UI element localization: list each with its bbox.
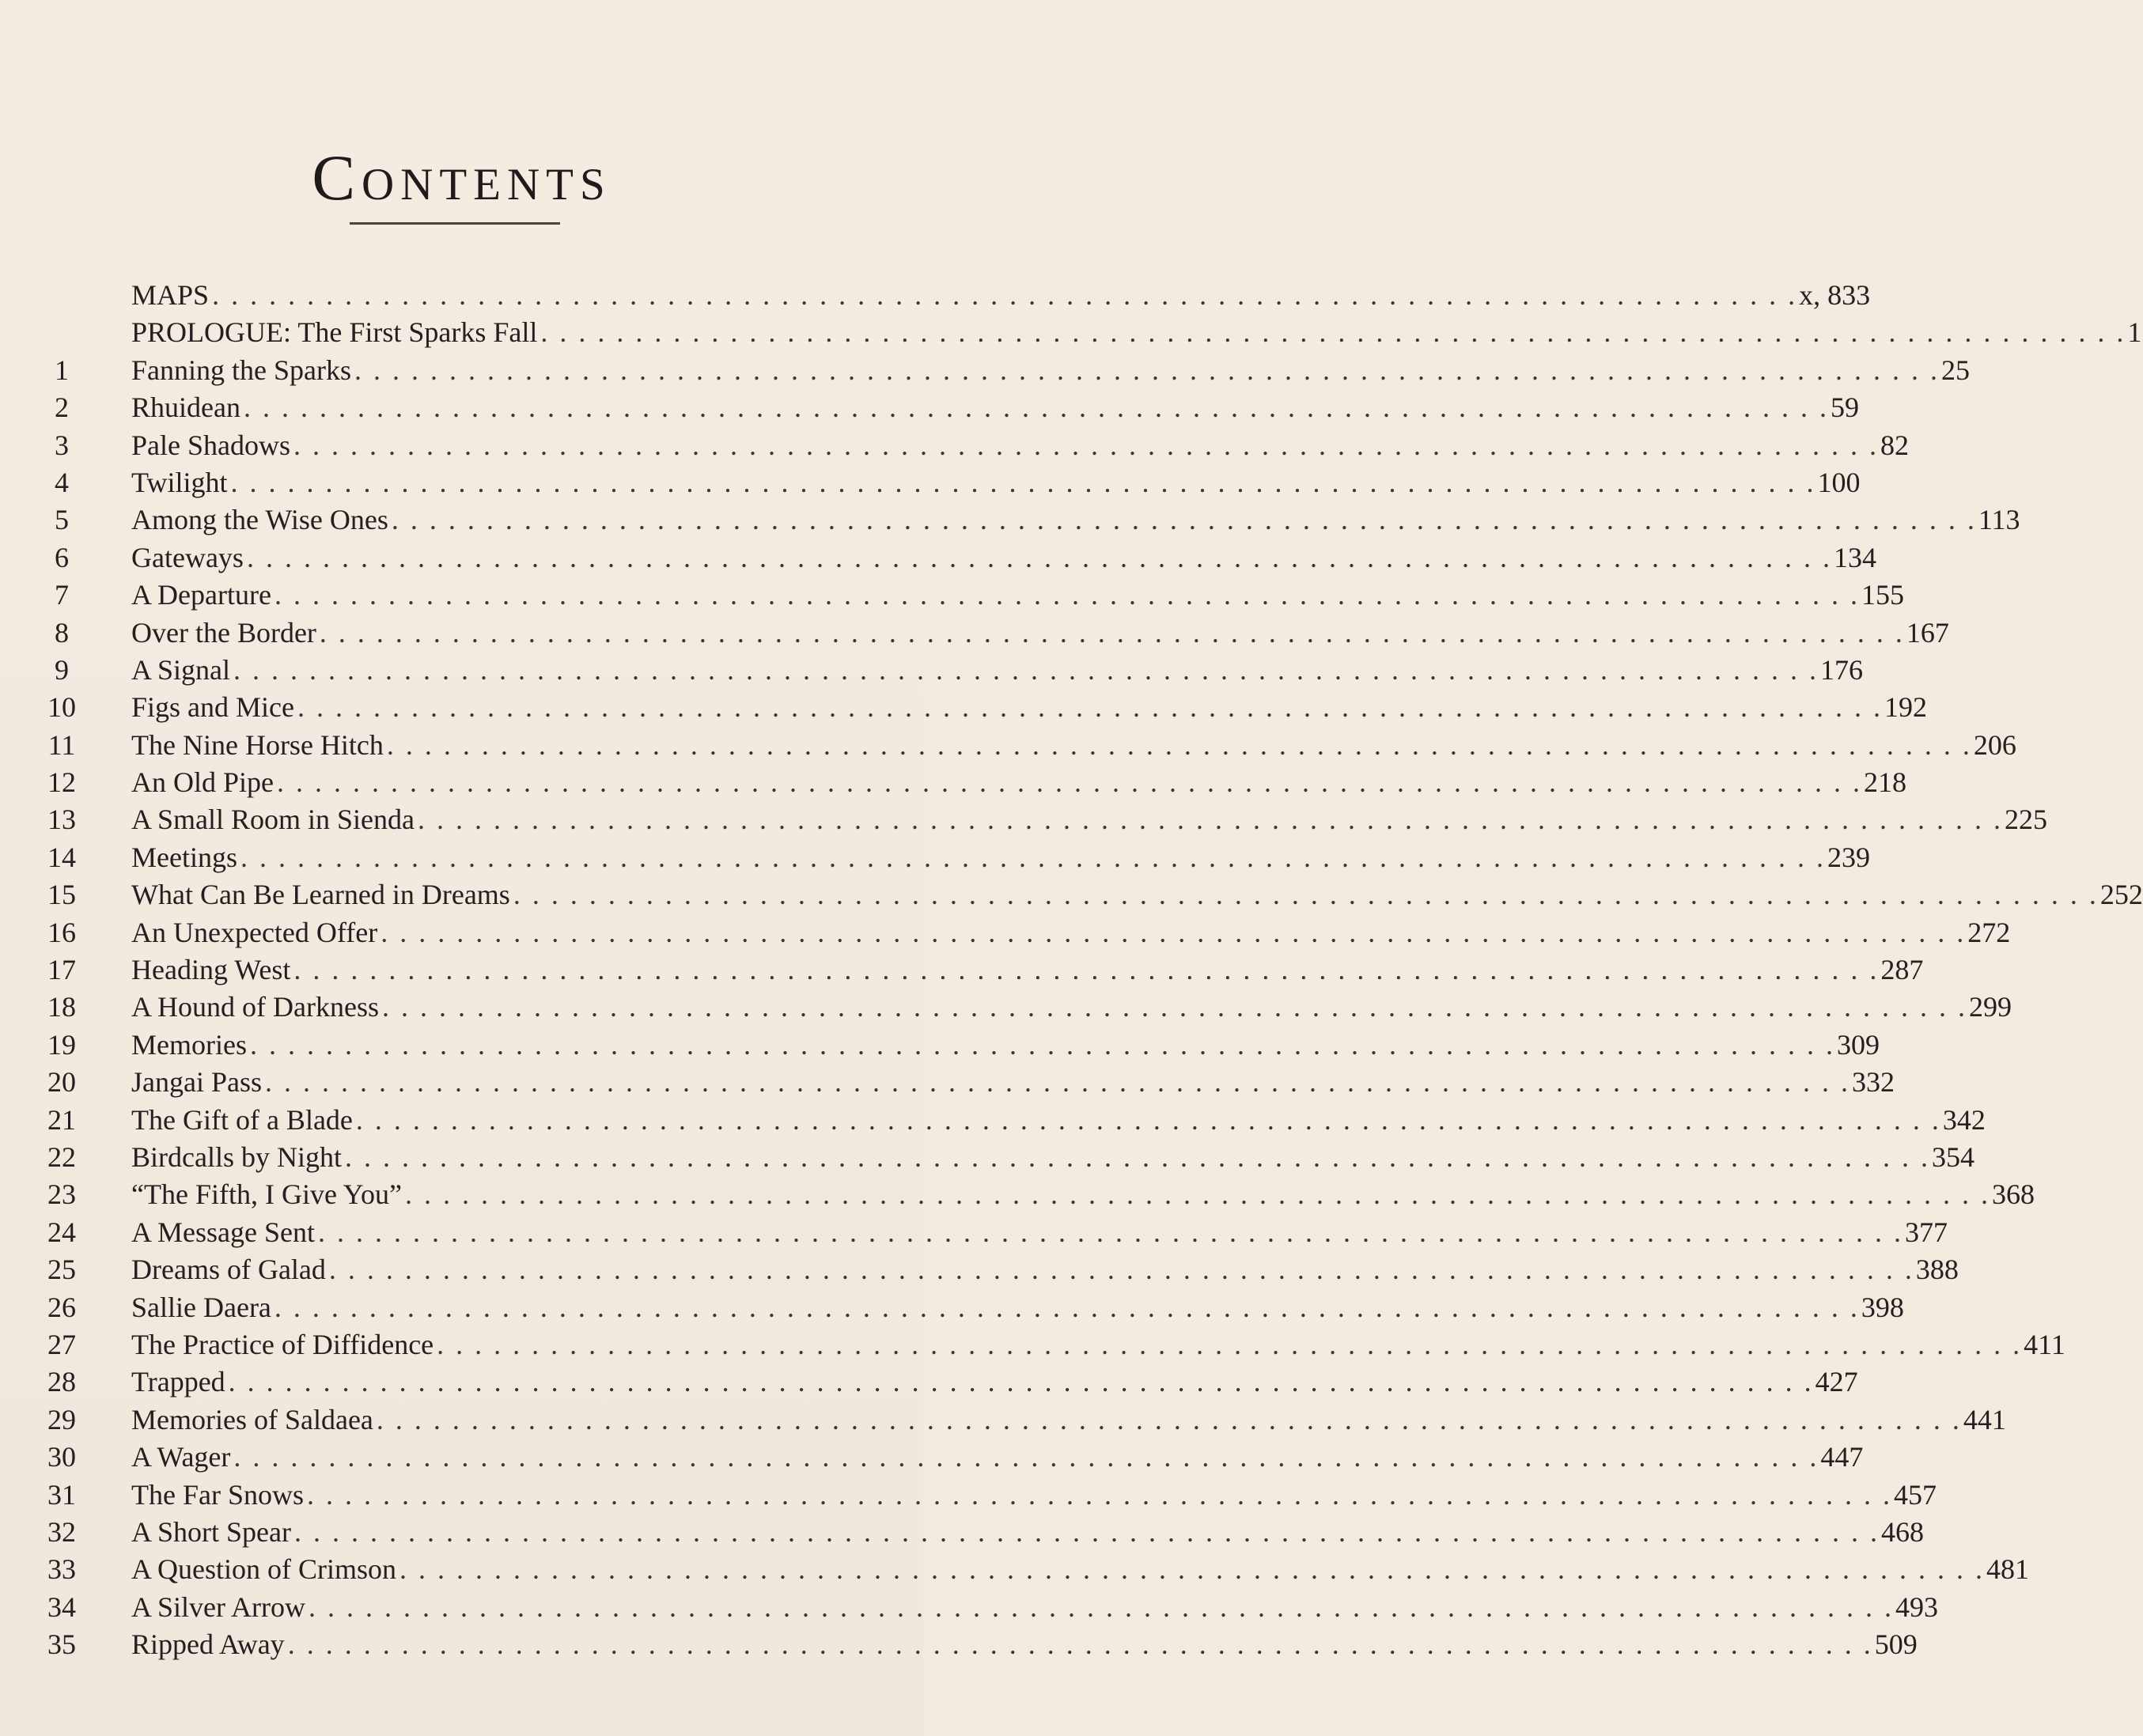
chapter-title: A Departure [131,579,271,611]
chapter-number: 7 [55,579,69,611]
dot-leader: . . . . . . . . . . . . . . . . . . . . . . . . . . . . . . . . . . . . . . . . . . . . . . . . . . . . . . . . . . . . . . . . . . . . . . . . . . . . . . . . . . . . [354,354,1940,386]
chapter-title: An Unexpected Offer [131,916,378,948]
dot-leader: . . . . . . . . . . . . . . . . . . . . . . . . . . . . . . . . . . . . . . . . . . . . . . . . . . . . . . . . . . . . . . . . . . . . . . . . . . . . . . . . . . . . [246,541,1832,573]
page-number: 447 [1820,1441,1864,1473]
chapter-title: “The Fifth, I Give You” [131,1178,402,1211]
toc-entry-line [131,277,1871,314]
toc-entry [0,801,2048,838]
toc-entry-line [131,764,1906,801]
page-number: 468 [1881,1515,1924,1548]
dot-leader: . . . . . . . . . . . . . . . . . . . . . . . . . . . . . . . . . . . . . . . . . . . . . . . . . . . . . . . . . . . . . . . . . . . . . . . . . . . . . . . . . . . . [344,1140,1930,1173]
chapter-title: Trapped [131,1366,225,1398]
toc-entry-line [131,314,2142,351]
toc-entry-line [131,352,1970,389]
page-number: 309 [1836,1028,1880,1061]
chapter-number: 26 [47,1291,76,1323]
page-number: 25 [1940,354,1970,386]
toc-entry [0,1626,1918,1663]
page-number: 441 [1963,1403,2006,1435]
dot-leader: . . . . . . . . . . . . . . . . . . . . . . . . . . . . . . . . . . . . . . . . . . . . . . . . . . . . . . . . . . . . . . . . . . . . . . . . . . . . . . . . . . . . [233,1441,1819,1473]
chapter-number: 23 [47,1178,76,1211]
chapter-title: Pale Shadows [131,429,290,461]
chapter-number: 17 [47,954,76,986]
toc-entry [0,352,1970,389]
dot-leader: . . . . . . . . . . . . . . . . . . . . . . . . . . . . . . . . . . . . . . . . . . . . . . . . . . . . . . . . . . . . . . . . . . . . . . . . . . . . . . . . . . . . [437,1328,2023,1360]
toc-entry-line [131,1176,2035,1213]
chapter-number: 10 [47,691,76,724]
chapter-title: A Small Room in Sienda [131,804,415,836]
toc-entry [0,427,1909,464]
toc-entry-line [131,464,1861,501]
page-title: Contents [312,142,611,214]
chapter-number: 4 [55,466,69,498]
dot-leader: . . . . . . . . . . . . . . . . . . . . . . . . . . . . . . . . . . . . . . . . . . . . . . . . . . . . . . . . . . . . . . . . . . . . . . . . . . . . . . . . . . . . [228,1366,1814,1398]
dot-leader: . . . . . . . . . . . . . . . . . . . . . . . . . . . . . . . . . . . . . . . . . . . . . . . . . . . . . . . . . . . . . . . . . . . . . . . . . . . . . . . . . . . . [376,1403,1962,1435]
toc-entry-line [131,389,1859,426]
toc-entry [0,1139,1975,1176]
chapter-number: 3 [55,429,69,461]
chapter-title: Ripped Away [131,1628,285,1661]
chapter-number: 22 [47,1140,76,1173]
toc-entry-line [131,989,2012,1026]
page-number: 287 [1880,954,1924,986]
page-number: 398 [1861,1291,1904,1323]
chapter-title: Dreams of Galad [131,1254,326,1286]
toc-entry [0,764,1906,801]
dot-leader: . . . . . . . . . . . . . . . . . . . . . . . . . . . . . . . . . . . . . . . . . . . . . . . . . . . . . . . . . . . . . . . . . . . . . . . . . . . . . . . . . . . . [293,429,1879,461]
toc-entry-line [131,501,2020,539]
dot-leader: . . . . . . . . . . . . . . . . . . . . . . . . . . . . . . . . . . . . . . . . . . . . . . . . . . . . . . . . . . . . . . . . . . . . . . . . . . . . . . . . . . . . [307,1478,1892,1511]
toc-entry-line [131,876,2143,913]
toc-entry-line [131,951,1924,989]
chapter-number: 25 [47,1254,76,1286]
toc-entry [0,277,1871,314]
chapter-title: A Signal [131,653,231,686]
chapter-title: Fanning the Sparks [131,354,351,386]
page-number: 481 [1986,1553,2030,1586]
toc-entry [0,652,1864,689]
toc-entry-line [131,1514,1924,1551]
toc-entry [0,1439,1864,1476]
toc-entry-line [131,427,1909,464]
toc-entry [0,501,2020,539]
toc-entry-line [131,1326,2065,1363]
page-number: 272 [1967,916,2011,948]
dot-leader: . . . . . . . . . . . . . . . . . . . . . . . . . . . . . . . . . . . . . . . . . . . . . . . . . . . . . . . . . . . . . . . . . . . . . . . . . . . . . . . . . . . . [386,728,1972,761]
chapter-title: The Far Snows [131,1478,304,1511]
toc-entry [0,951,1924,989]
page-number: 377 [1904,1216,1948,1248]
chapter-title: The Nine Horse Hitch [131,728,384,761]
toc-entry [0,1102,1986,1139]
toc-entry [0,1363,1858,1401]
dot-leader: . . . . . . . . . . . . . . . . . . . . . . . . . . . . . . . . . . . . . . . . . . . . . . . . . . . . . . . . . . . . . . . . . . . . . . . . . . . . . . . . . . . . [404,1178,1990,1211]
page-number: 342 [1942,1103,1986,1136]
toc-entry [0,389,1859,426]
toc-entry-line [131,652,1864,689]
toc-entry-line [131,615,1949,652]
dot-leader: . . . . . . . . . . . . . . . . . . . . . . . . . . . . . . . . . . . . . . . . . . . . . . . . . . . . . . . . . . . . . . . . . . . . . . . . . . . . . . . . . . . . [328,1254,1914,1286]
toc-entry-line [131,1401,2006,1439]
toc-entry [0,577,1904,614]
dot-leader: . . . . . . . . . . . . . . . . . . . . . . . . . . . . . . . . . . . . . . . . . . . . . . . . . . . . . . . . . . . . . . . . . . . . . . . . . . . . . . . . . . . . [309,1590,1894,1623]
dot-leader: . . . . . . . . . . . . . . . . . . . . . . . . . . . . . . . . . . . . . . . . . . . . . . . . . . . . . . . . . . . . . . . . . . . . . . . . . . . . . . . . . . . . [274,1291,1860,1323]
page-number: 332 [1852,1066,1895,1099]
toc-entry [0,839,1870,876]
dot-leader: . . . . . . . . . . . . . . . . . . . . . . . . . . . . . . . . . . . . . . . . . . . . . . . . . . . . . . . . . . . . . . . . . . . . . . . . . . . . . . . . . . . . [240,841,1826,873]
page-number: 225 [2005,804,2048,836]
toc-entry [0,615,1949,652]
chapter-number: 14 [47,841,76,873]
chapter-title: What Can Be Learned in Dreams [131,879,510,911]
toc-entry [0,1326,2065,1363]
toc-entry-line [131,1477,1937,1514]
toc-entry [0,539,1876,577]
page-number: 134 [1833,541,1876,573]
chapter-title: A Question of Crimson [131,1553,397,1586]
page-number: 100 [1817,466,1861,498]
toc-entry [0,1176,2035,1213]
page-number: 206 [1973,728,2016,761]
page-number: 354 [1931,1140,1975,1173]
toc-entry-line [131,1289,1904,1326]
toc-entry-line [131,914,2011,951]
toc-entry [0,464,1861,501]
toc-entry [0,876,2143,913]
table-of-contents [0,277,2143,1663]
chapter-title: Birdcalls by Night [131,1140,342,1173]
dot-leader: . . . . . . . . . . . . . . . . . . . . . . . . . . . . . . . . . . . . . . . . . . . . . . . . . . . . . . . . . . . . . . . . . . . . . . . . . . . . . . . . . . . . [230,466,1816,498]
chapter-title: Jangai Pass [131,1066,262,1099]
chapter-title: Among the Wise Ones [131,504,388,536]
toc-entry [0,727,2016,764]
chapter-number: 13 [47,804,76,836]
chapter-title: A Short Spear [131,1515,291,1548]
page-number: 368 [1991,1178,2035,1211]
toc-entry [0,914,2011,951]
toc-entry-line [131,839,1870,876]
page-number: 388 [1915,1254,1959,1286]
toc-entry [0,1477,1937,1514]
dot-leader: . . . . . . . . . . . . . . . . . . . . . . . . . . . . . . . . . . . . . . . . . . . . . . . . . . . . . . . . . . . . . . . . . . . . . . . . . . . . . . . . . . . . [277,766,1862,799]
dot-leader: . . . . . . . . . . . . . . . . . . . . . . . . . . . . . . . . . . . . . . . . . . . . . . . . . . . . . . . . . . . . . . . . . . . . . . . . . . . . . . . . . . . . [294,1515,1880,1548]
toc-entry-line [131,1363,1858,1401]
dot-leader: . . . . . . . . . . . . . . . . . . . . . . . . . . . . . . . . . . . . . . . . . . . . . . . . . . . . . . . . . . . . . . . . . . . . . . . . . . . . . . . . . . . . [381,991,1967,1023]
chapter-title: Sallie Daera [131,1291,271,1323]
toc-entry [0,1027,1880,1064]
chapter-number: 21 [47,1103,76,1136]
chapter-title: Memories [131,1028,247,1061]
dot-leader: . . . . . . . . . . . . . . . . . . . . . . . . . . . . . . . . . . . . . . . . . . . . . . . . . . . . . . . . . . . . . . . . . . . . . . . . . . . . . . . . . . . . [319,616,1905,649]
toc-entry-line [131,1027,1880,1064]
chapter-number: 19 [47,1028,76,1061]
chapter-title: Gateways [131,541,244,573]
toc-entry-line [131,1139,1975,1176]
dot-leader: . . . . . . . . . . . . . . . . . . . . . . . . . . . . . . . . . . . . . . . . . . . . . . . . . . . . . . . . . . . . . . . . . . . . . . . . . . . . . . . . . . . . [233,653,1819,686]
page-number: 155 [1861,579,1904,611]
dot-leader: . . . . . . . . . . . . . . . . . . . . . . . . . . . . . . . . . . . . . . . . . . . . . . . . . . . . . . . . . . . . . . . . . . . . . . . . . . . . . . . . . . . . [293,954,1880,986]
dot-leader: . . . . . . . . . . . . . . . . . . . . . . . . . . . . . . . . . . . . . . . . . . . . . . . . . . . . . . . . . . . . . . . . . . . . . . . . . . . . . . . . . . . . [243,391,1829,424]
chapter-title: Figs and Mice [131,691,294,724]
chapter-number: 5 [55,504,69,536]
dot-leader: . . . . . . . . . . . . . . . . . . . . . . . . . . . . . . . . . . . . . . . . . . . . . . . . . . . . . . . . . . . . . . . . . . . . . . . . . . . . . . . . . . . . [274,579,1860,611]
toc-entry-line [131,1589,1938,1626]
toc-entry-line [131,1551,2030,1588]
page-number: 1 [2127,316,2142,349]
toc-entry [0,1064,1895,1101]
toc-entry-line [131,1064,1895,1101]
page-number: 427 [1815,1366,1858,1398]
dot-leader: . . . . . . . . . . . . . . . . . . . . . . . . . . . . . . . . . . . . . . . . . . . . . . . . . . . . . . . . . . . . . . . . . . . . . . . . . . . . . . . . . . . . [287,1628,1873,1661]
toc-entry-line [131,539,1876,577]
page-number: 192 [1884,691,1927,724]
toc-entry [0,1251,1959,1288]
chapter-title: Meetings [131,841,237,873]
chapter-number: 35 [47,1628,76,1661]
dot-leader: . . . . . . . . . . . . . . . . . . . . . . . . . . . . . . . . . . . . . . . . . . . . . . . . . . . . . . . . . . . . . . . . . . . . . . . . . . . . . . . . . . . . [513,879,2099,911]
toc-entry [0,1514,1924,1551]
dot-leader: . . . . . . . . . . . . . . . . . . . . . . . . . . . . . . . . . . . . . . . . . . . . . . . . . . . . . . . . . . . . . . . . . . . . . . . . . . . . . . . . . . . . [265,1066,1850,1099]
chapter-number: 20 [47,1066,76,1099]
toc-entry [0,1289,1904,1326]
page-number: x, 833 [1799,279,1871,311]
chapter-title: An Old Pipe [131,766,274,799]
page-number: 239 [1827,841,1870,873]
chapter-number: 12 [47,766,76,799]
chapter-number: 24 [47,1216,76,1248]
chapter-number: 34 [47,1590,76,1623]
toc-entry-line [131,577,1904,614]
chapter-title: PROLOGUE: The First Sparks Fall [131,316,538,349]
chapter-title: A Silver Arrow [131,1590,305,1623]
chapter-number: 1 [55,354,69,386]
page-number: 176 [1820,653,1864,686]
dot-leader: . . . . . . . . . . . . . . . . . . . . . . . . . . . . . . . . . . . . . . . . . . . . . . . . . . . . . . . . . . . . . . . . . . . . . . . . . . . . . . . . . . . . [540,316,2126,349]
chapter-number: 6 [55,541,69,573]
toc-entry [0,989,2012,1026]
chapter-title: MAPS [131,279,210,311]
page-number: 218 [1864,766,1906,799]
page-number: 493 [1895,1590,1938,1623]
title-underline [350,222,560,225]
chapter-number: 8 [55,616,69,649]
chapter-number: 9 [55,653,69,686]
chapter-number: 33 [47,1553,76,1586]
chapter-number: 31 [47,1478,76,1511]
toc-entry [0,1401,2006,1439]
dot-leader: . . . . . . . . . . . . . . . . . . . . . . . . . . . . . . . . . . . . . . . . . . . . . . . . . . . . . . . . . . . . . . . . . . . . . . . . . . . . . . . . . . . . [418,804,2004,836]
toc-entry-line [131,801,2048,838]
chapter-number: 15 [47,879,76,911]
chapter-title: Twilight [131,466,228,498]
chapter-number: 11 [47,728,76,761]
chapter-number: 27 [47,1328,76,1360]
toc-entry [0,689,1927,726]
chapter-title: A Message Sent [131,1216,315,1248]
toc-entry [0,1214,1948,1251]
toc-entry-line [131,1626,1918,1663]
chapter-number: 29 [47,1403,76,1435]
page-number: 82 [1880,429,1909,461]
chapter-title: The Gift of a Blade [131,1103,353,1136]
toc-entry [0,1589,1938,1626]
page-number: 411 [2024,1328,2065,1360]
dot-leader: . . . . . . . . . . . . . . . . . . . . . . . . . . . . . . . . . . . . . . . . . . . . . . . . . . . . . . . . . . . . . . . . . . . . . . . . . . . . . . . . . . . . [391,504,1977,536]
toc-entry-line [131,689,1927,726]
dot-leader: . . . . . . . . . . . . . . . . . . . . . . . . . . . . . . . . . . . . . . . . . . . . . . . . . . . . . . . . . . . . . . . . . . . . . . . . . . . . . . . . . . . . [317,1216,1903,1248]
chapter-title: The Practice of Diffidence [131,1328,434,1360]
dot-leader: . . . . . . . . . . . . . . . . . . . . . . . . . . . . . . . . . . . . . . . . . . . . . . . . . . . . . . . . . . . . . . . . . . . . . . . . . . . . . . . . . . . . [381,916,1967,948]
page-number: 167 [1906,616,1949,649]
page-number: 299 [1968,991,2012,1023]
toc-entry-line [131,1214,1948,1251]
dot-leader: . . . . . . . . . . . . . . . . . . . . . . . . . . . . . . . . . . . . . . . . . . . . . . . . . . . . . . . . . . . . . . . . . . . . . . . . . . . . . . . . . . . . [212,279,1798,311]
chapter-number: 16 [47,916,76,948]
page-number: 509 [1874,1628,1918,1661]
page-number: 59 [1830,391,1859,424]
page-number: 113 [1978,504,2020,536]
chapter-number: 2 [55,391,69,424]
toc-entry-line [131,727,2016,764]
chapter-title: Rhuidean [131,391,240,424]
chapter-number: 32 [47,1515,76,1548]
chapter-title: Memories of Saldaea [131,1403,373,1435]
page-number: 457 [1894,1478,1937,1511]
toc-entry [0,1551,2030,1588]
chapter-number: 28 [47,1366,76,1398]
dot-leader: . . . . . . . . . . . . . . . . . . . . . . . . . . . . . . . . . . . . . . . . . . . . . . . . . . . . . . . . . . . . . . . . . . . . . . . . . . . . . . . . . . . . [249,1028,1835,1061]
dot-leader: . . . . . . . . . . . . . . . . . . . . . . . . . . . . . . . . . . . . . . . . . . . . . . . . . . . . . . . . . . . . . . . . . . . . . . . . . . . . . . . . . . . . [297,691,1883,724]
toc-entry-line [131,1251,1959,1288]
dot-leader: . . . . . . . . . . . . . . . . . . . . . . . . . . . . . . . . . . . . . . . . . . . . . . . . . . . . . . . . . . . . . . . . . . . . . . . . . . . . . . . . . . . . [399,1553,1986,1586]
chapter-title: Over the Border [131,616,316,649]
chapter-number: 30 [47,1441,76,1473]
toc-entry [0,314,2142,351]
page-number: 252 [2099,879,2143,911]
chapter-title: A Hound of Darkness [131,991,379,1023]
chapter-title: A Wager [131,1441,231,1473]
chapter-title: Heading West [131,954,291,986]
toc-entry-line [131,1102,1986,1139]
toc-entry-line [131,1439,1864,1476]
chapter-number: 18 [47,991,76,1023]
dot-leader: . . . . . . . . . . . . . . . . . . . . . . . . . . . . . . . . . . . . . . . . . . . . . . . . . . . . . . . . . . . . . . . . . . . . . . . . . . . . . . . . . . . . [355,1103,1941,1136]
